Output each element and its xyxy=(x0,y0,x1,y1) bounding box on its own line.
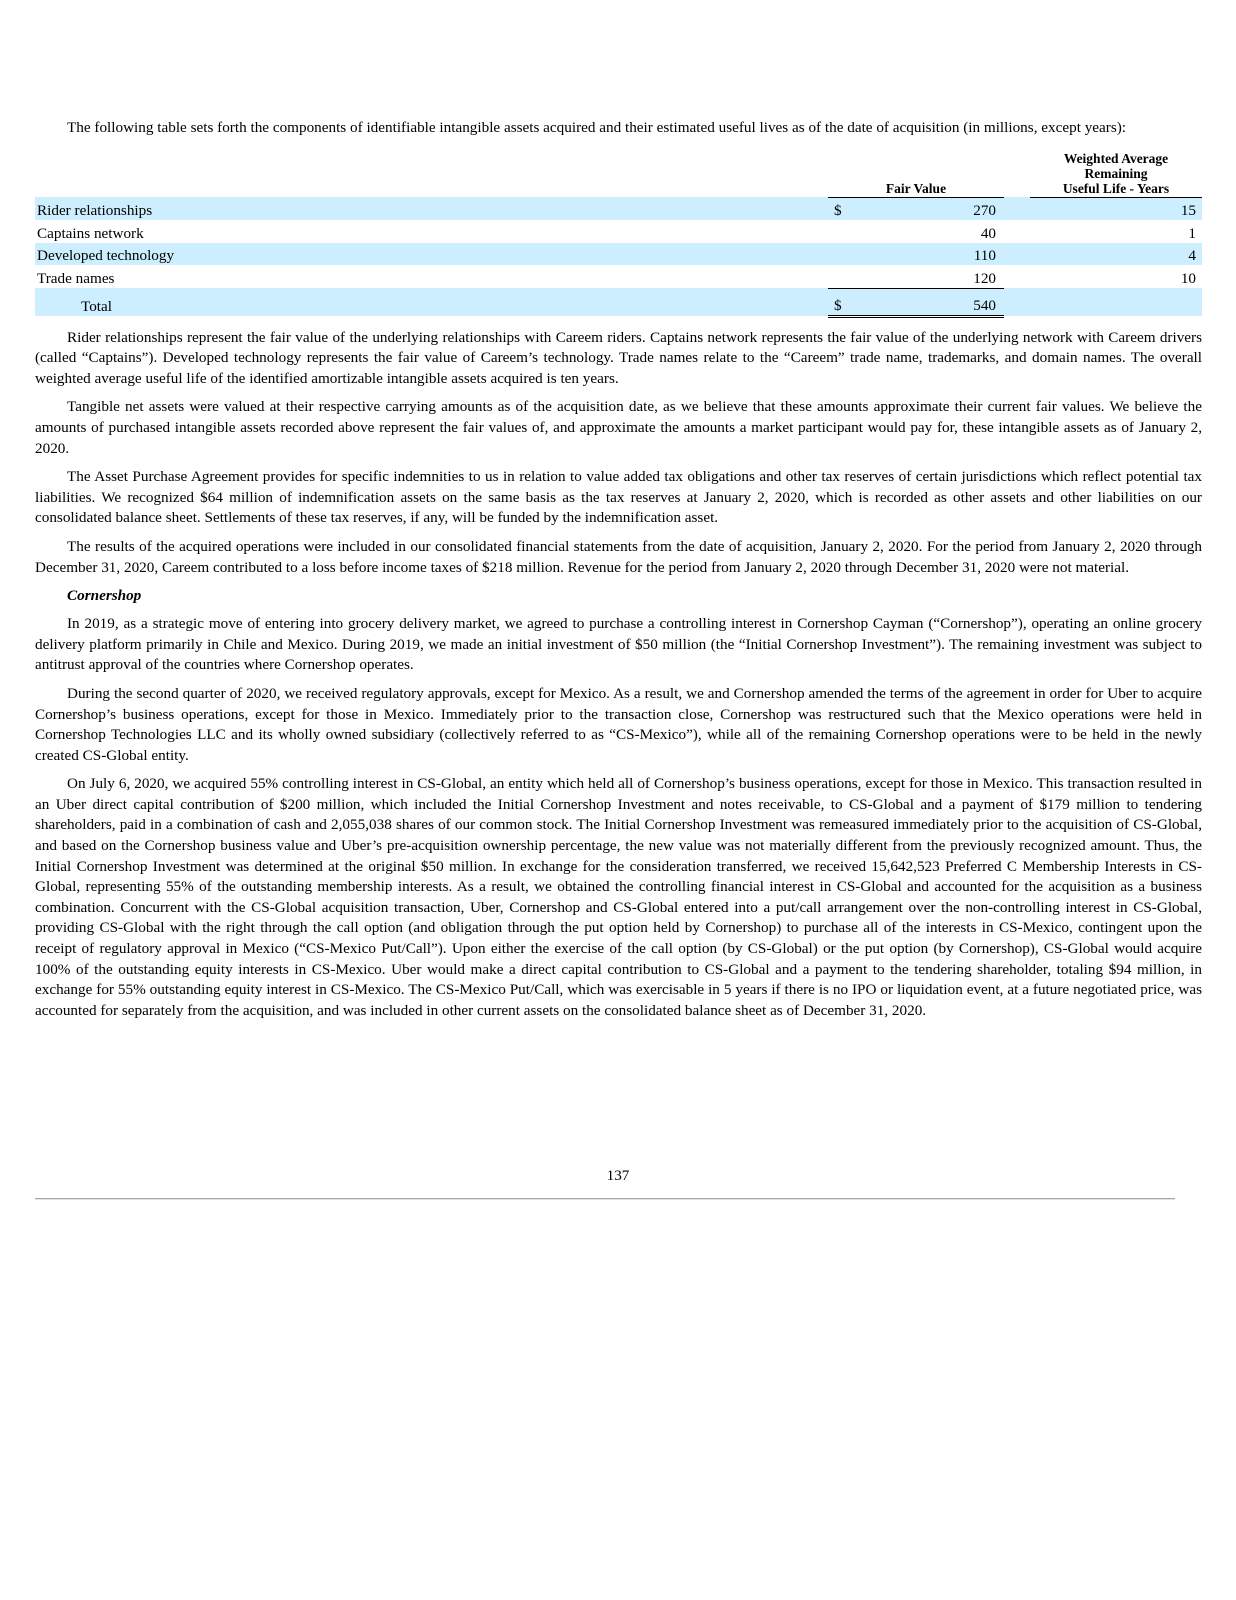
body-paragraph: In 2019, as a strategic move of entering into grocery delivery market, we agreed to purchase a controlling interest in Cornershop Cayman (“Cornershop”), operating an online grocery delivery platform primarily in Chile and Mexico. During 2019, we made an initial investment of $50 million (the “Initial Cornershop Investment”). The remaining investment was subject to antitrust approval of the countries where Cornershop operates. xyxy=(35,615,1202,674)
total-label: Total xyxy=(35,288,828,316)
fair-value-cell: 40 xyxy=(980,224,996,242)
section-subheading: Cornershop xyxy=(67,587,142,605)
table-row xyxy=(35,265,1202,288)
total-value: 540 xyxy=(854,288,1004,316)
body-paragraph: During the second quarter of 2020, we received regulatory approvals, except for Mexico. As a result, we and Cornershop amended the terms of the agreement in order for Uber to acquire Cornershop’s business operations, except for those in Mexico. Immediately prior to the transaction close, Cornershop was restructured such that the Mexico operations were held in Cornershop Technologies LLC and its wholly owned subsidiary (collectively referred to as “CS-Mexico”), while all of the remaining Cornershop operations were to be held in the newly created CS-Global entity. xyxy=(35,684,1202,764)
body-paragraph: The results of the acquired operations were included in our consolidated financial statements from the date of acquisition, January 2, 2020. For the period from January 2, 2020 through December 31, 2020, Careem contributed to a loss before income taxes of $218 million. Revenue for the period from January 2, 2020 through December 31, 2020 were not material. xyxy=(35,537,1202,576)
table-header-row xyxy=(35,151,1202,198)
body-paragraph: Tangible net assets were valued at their respective carrying amounts as of the acquisition date, as we believe that these amounts approximate their current fair values. We believe the amounts of purchased intangible assets recorded above represent the fair values of, and approximate the amounts a market participant would pay for, these intangible assets as of January 2, 2020. xyxy=(35,398,1202,457)
fair-value-cell: 120 xyxy=(973,269,996,287)
useful-life-cell: 15 xyxy=(1030,197,1202,220)
intangible-assets-table xyxy=(35,151,1202,318)
row-label: Captains network xyxy=(37,224,144,242)
useful-life-cell: 1 xyxy=(1188,224,1196,242)
useful-life-cell: 10 xyxy=(1180,270,1196,288)
body-paragraph: On July 6, 2020, we acquired 55% controlling interest in CS-Global, an entity which held all of Cornershop’s business operations, except for those in Mexico. This transaction resulted in an Uber direct capital contribution of $200 million, which included the Initial Cornershop Investment and notes receivable, to CS-Global and a payment of $179 million to tendering shareholders, paid in a combination of cash and 2,055,038 shares of our common stock. The Initial Cornershop Investment was remeasured immediately prior to the acquisition of CS-Global, and based on the Cornershop business value and Uber’s pre-acquisition ownership percentage, the new value was not materially different from the previously recognized amount. Thus, the Initial Cornershop Investment was determined at the original $50 million. In exchange for the consideration transferred, we received 15,642,523 Preferred C Membership Interests in CS-Global, representing 55% of the outstanding membership interests. As a result, we obtained the controlling financial interest in CS-Global and accounted for the acquisition as a business combination. Concurrent with the CS-Global acquisition transaction, Uber, Cornershop and CS-Global entered into a put/call arrangement over the non-controlling interest in CS-Global, providing CS-Global with the right through the call option (and obligation through the put option held by Cornershop) to purchase all of the interests in CS-Mexico, contingent upon the receipt of regulatory approval in Mexico (“CS-Mexico Put/Call”). Upon either the exercise of the call option (by CS-Global) or the put option (by Cornershop), CS-Global would acquire 100% of the outstanding equity interests in CS-Mexico. Uber would make a direct capital contribution to CS-Global and a payment to the tendering shareholder, totaling $94 million, in exchange for 55% outstanding equity interest in CS-Mexico. The CS-Mexico Put/Call, which was exercisable in 5 years if there is no IPO or liquidation event, at a future negotiated price, was accounted for separately from the acquisition, and was included in other current assets on the consolidated balance sheet as of December 31, 2020. xyxy=(35,775,1202,1019)
useful-life-cell: 4 xyxy=(1030,243,1202,266)
fair-value-cell: 110 xyxy=(854,243,1004,266)
row-label: Developed technology xyxy=(35,243,828,266)
total-row xyxy=(35,288,1202,316)
intro-paragraph: The following table sets forth the components of identifiable intangible assets acquired and their estimated useful lives as of the date of acquisition (in millions, except years): xyxy=(67,119,1127,136)
fair-value-header: Fair Value xyxy=(828,151,1004,198)
page-number: 137 xyxy=(606,1167,630,1184)
useful-life-header xyxy=(1030,151,1202,198)
table-row xyxy=(35,243,1202,266)
row-label: Rider relationships xyxy=(35,197,828,220)
table-row xyxy=(35,197,1202,220)
useful-life-header-line1: Weighted Average Remaining xyxy=(1063,150,1169,181)
table-row xyxy=(35,220,1202,243)
row-label: Trade names xyxy=(37,270,115,288)
body-paragraph: Rider relationships represent the fair value of the underlying relationships with Careem riders. Captains network represents the fair value of the underlying network with Careem drivers (called “Captains”). Developed technology represents the fair value of Careem’s technology. Trade names relate to the “Careem” trade name, trademarks, and domain names. The overall weighted average useful life of the identified amortizable intangible assets acquired is ten years. xyxy=(35,328,1202,387)
fair-value-cell: 270 xyxy=(854,197,1004,220)
useful-life-header-line2: Useful Life - Years xyxy=(1062,180,1170,196)
body-paragraph: The Asset Purchase Agreement provides for specific indemnities to us in relation to value added tax obligations and other tax reserves of certain jurisdictions which reflect potential tax liabilities. We recognized $64 million of indemnification assets on the same basis as the tax reserves at January 2, 2020, which is recorded as other assets and other liabilities on our consolidated balance sheet. Settlements of these tax reserves, if any, will be funded by the indemnification asset. xyxy=(35,468,1202,527)
footer-divider xyxy=(35,1198,1175,1199)
currency-symbol: $ xyxy=(828,197,854,220)
currency-symbol: $ xyxy=(828,288,854,316)
document-page xyxy=(35,118,1202,1029)
